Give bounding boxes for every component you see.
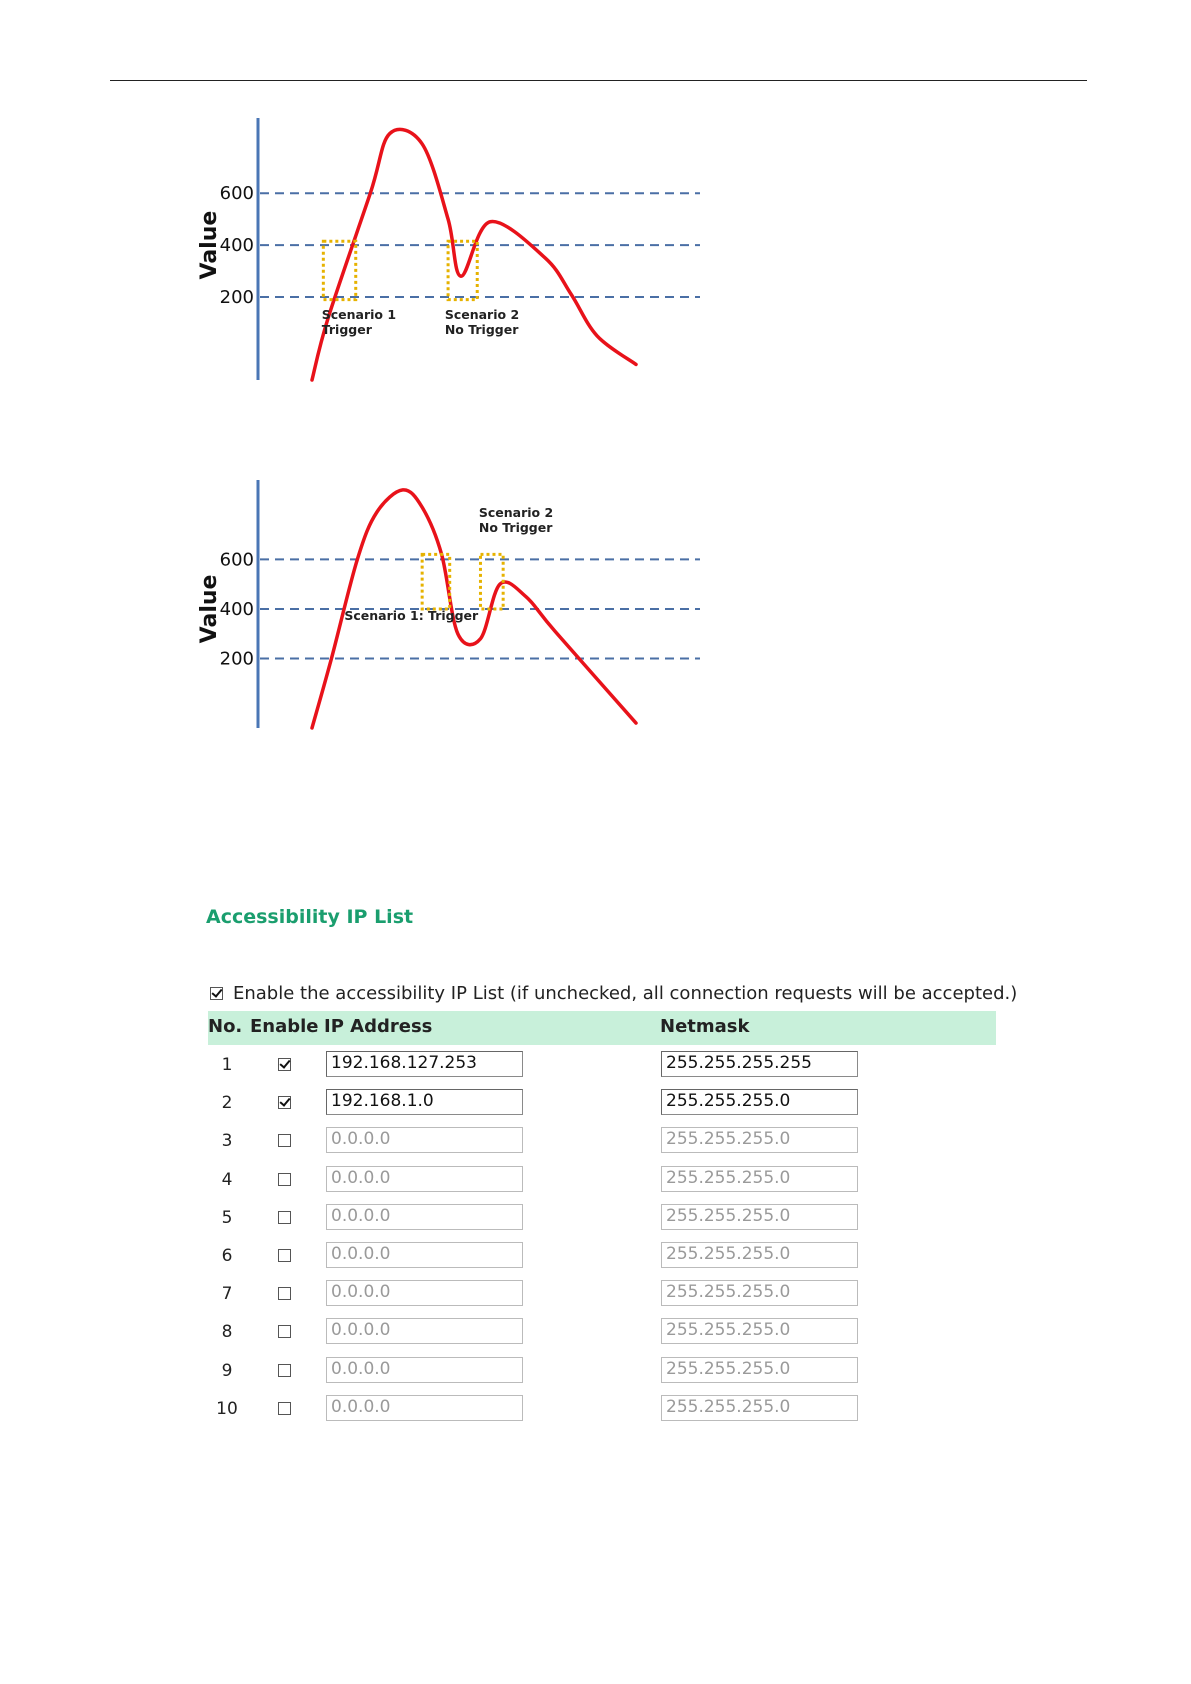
row-enable-checkbox[interactable] (278, 1287, 291, 1300)
ip-address-input[interactable]: 0.0.0.0 (326, 1242, 523, 1268)
table-row (0, 1395, 1191, 1423)
ip-address-input[interactable]: 0.0.0.0 (326, 1357, 523, 1383)
header-ip-address: IP Address (324, 1016, 433, 1037)
header-no: No. (208, 1016, 243, 1037)
row-number: 9 (221, 1360, 233, 1381)
chart-svg-2 (190, 480, 790, 728)
y-axis-label: Value (197, 574, 222, 644)
table-row (0, 1280, 1191, 1308)
y-tick-label: 600 (219, 183, 254, 205)
scenario-annotation-1: Scenario 1 (321, 307, 397, 323)
row-enable-checkbox[interactable] (278, 1325, 291, 1338)
row-enable-checkbox[interactable] (278, 1096, 291, 1109)
netmask-input[interactable]: 255.255.255.0 (661, 1166, 858, 1192)
ip-address-input[interactable]: 0.0.0.0 (326, 1395, 523, 1421)
scenario-annotation-1: Trigger (321, 322, 372, 338)
y-tick-label: 600 (219, 549, 254, 571)
row-number: 3 (221, 1131, 233, 1152)
row-enable-checkbox[interactable] (278, 1173, 291, 1186)
netmask-input[interactable]: 255.255.255.0 (661, 1089, 858, 1115)
header-enable: Enable (250, 1016, 319, 1037)
netmask-input[interactable]: 255.255.255.0 (661, 1242, 858, 1268)
row-number: 4 (221, 1169, 233, 1190)
ip-address-input[interactable]: 0.0.0.0 (326, 1166, 523, 1192)
table-row (0, 1127, 1191, 1155)
row-enable-checkbox[interactable] (278, 1058, 291, 1071)
scenario-annotation-2: No Trigger (444, 322, 519, 338)
netmask-input[interactable]: 255.255.255.0 (661, 1318, 858, 1344)
row-number: 10 (216, 1398, 238, 1419)
chart-svg-1 (190, 118, 790, 380)
table-row (0, 1357, 1191, 1385)
table-row (0, 1242, 1191, 1270)
header-netmask: Netmask (660, 1016, 750, 1037)
ip-address-input[interactable]: 0.0.0.0 (326, 1204, 523, 1230)
netmask-input[interactable]: 255.255.255.0 (661, 1357, 858, 1383)
ip-address-input[interactable]: 0.0.0.0 (326, 1318, 523, 1344)
threshold-chart-2 (190, 480, 790, 728)
netmask-input[interactable]: 255.255.255.0 (661, 1127, 858, 1153)
section-title: Accessibility IP List (206, 906, 414, 928)
row-number: 6 (221, 1246, 233, 1266)
table-row (0, 1204, 1191, 1232)
y-axis-label: Value (197, 210, 222, 280)
header-rule (110, 80, 1087, 81)
table-row (0, 1089, 1191, 1117)
row-number: 2 (221, 1093, 233, 1114)
threshold-chart-1 (190, 118, 790, 380)
netmask-input[interactable]: 255.255.255.0 (661, 1280, 858, 1306)
ip-address-input[interactable]: 192.168.127.253 (326, 1051, 523, 1077)
y-tick-label: 400 (219, 598, 254, 620)
netmask-input[interactable]: 255.255.255.255 (661, 1051, 858, 1077)
table-row (0, 1318, 1191, 1346)
row-enable-checkbox[interactable] (278, 1249, 291, 1262)
y-tick-label: 200 (219, 286, 254, 308)
row-enable-checkbox[interactable] (278, 1402, 291, 1415)
ip-address-input[interactable]: 192.168.1.0 (326, 1089, 523, 1115)
table-row (0, 1051, 1191, 1079)
value-curve (312, 129, 636, 380)
enable-list-checkbox[interactable] (210, 987, 223, 1000)
scenario-annotation-2: Scenario 2 (444, 307, 520, 323)
scenario-annotation-2: No Trigger (478, 520, 553, 536)
enable-list-label: Enable the accessibility IP List (if unchecked, all connection requests will be accepted.) (233, 982, 1018, 1004)
row-enable-checkbox[interactable] (278, 1211, 291, 1224)
row-enable-checkbox[interactable] (278, 1364, 291, 1377)
y-tick-label: 400 (219, 235, 254, 257)
ip-address-input[interactable]: 0.0.0.0 (326, 1127, 523, 1153)
row-number: 5 (221, 1207, 233, 1228)
enable-list-row (210, 982, 1017, 1004)
row-number: 7 (221, 1284, 233, 1305)
row-number: 8 (221, 1322, 233, 1343)
row-number: 1 (221, 1055, 233, 1075)
y-tick-label: 200 (219, 648, 254, 670)
netmask-input[interactable]: 255.255.255.0 (661, 1395, 858, 1421)
row-enable-checkbox[interactable] (278, 1134, 291, 1147)
scenario-annotation-1: Scenario 1: Trigger (344, 608, 479, 624)
table-row (0, 1166, 1191, 1194)
scenario-annotation-2: Scenario 2 (478, 505, 554, 521)
ip-address-input[interactable]: 0.0.0.0 (326, 1280, 523, 1306)
netmask-input[interactable]: 255.255.255.0 (661, 1204, 858, 1230)
